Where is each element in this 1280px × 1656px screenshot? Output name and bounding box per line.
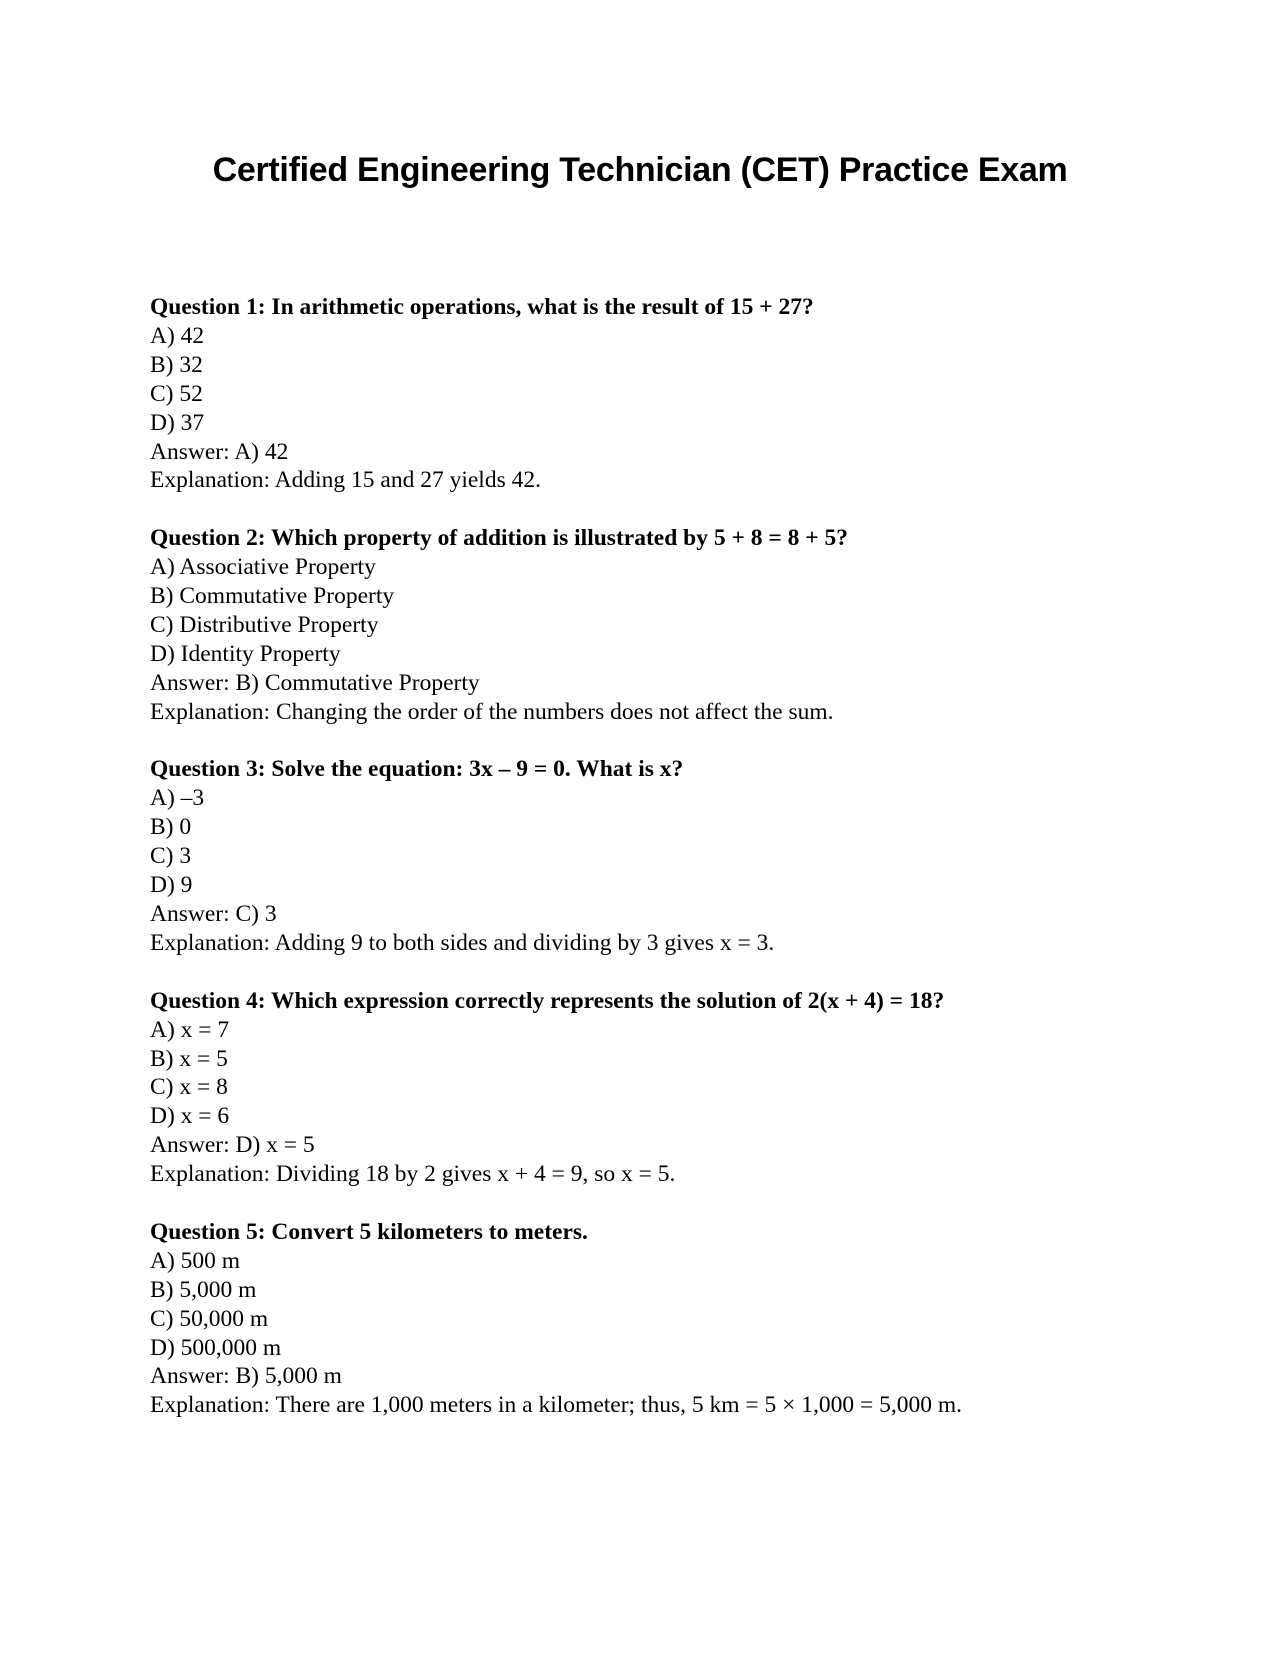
- question-1: [150, 293, 1210, 495]
- option-d: D) 37: [150, 409, 205, 436]
- explanation-line: Explanation: Adding 9 to both sides and dividing by 3 gives x = 3.: [150, 929, 775, 956]
- option-a: A) 500 m: [150, 1247, 241, 1274]
- option-d: D) 9: [150, 872, 193, 899]
- option-a: A) x = 7: [150, 1016, 230, 1043]
- option-d: D) 500,000 m: [150, 1334, 282, 1361]
- question-text: Question 3: Solve the equation: 3x – 9 = 0. What is x?: [150, 756, 684, 783]
- answer-line: Answer: C) 3: [150, 901, 277, 927]
- question-5: [150, 1218, 1210, 1420]
- explanation-line: Explanation: There are 1,000 meters in a kilometer; thus, 5 km = 5 × 1,000 = 5,000 m.: [150, 1392, 963, 1419]
- option-b: B) 32: [150, 351, 203, 378]
- question-list: [150, 293, 1210, 1449]
- question-4: [150, 987, 1210, 1189]
- option-c: C) 50,000 m: [150, 1305, 269, 1332]
- option-a: A) –3: [150, 785, 205, 812]
- question-2: [150, 524, 1210, 726]
- page-title: Certified Engineering Technician (CET) Practice Exam: [212, 151, 1068, 189]
- explanation-line: Explanation: Changing the order of the numbers does not affect the sum.: [150, 698, 834, 725]
- explanation-line: Explanation: Adding 15 and 27 yields 42.: [150, 467, 541, 494]
- option-a: A) Associative Property: [150, 554, 376, 581]
- option-c: C) 52: [150, 380, 203, 407]
- option-b: B) Commutative Property: [150, 583, 395, 610]
- answer-line: Answer: A) 42: [150, 438, 289, 465]
- question-text: Question 1: In arithmetic operations, what is the result of 15 + 27?: [150, 294, 814, 320]
- option-a: A) 42: [150, 322, 205, 349]
- option-d: D) Identity Property: [150, 640, 341, 667]
- answer-line: Answer: B) 5,000 m: [150, 1363, 342, 1390]
- option-b: B) 5,000 m: [150, 1276, 257, 1303]
- answer-line: Answer: B) Commutative Property: [150, 669, 480, 696]
- explanation-line: Explanation: Dividing 18 by 2 gives x + 4 = 9, so x = 5.: [150, 1161, 676, 1188]
- option-b: B) 0: [150, 814, 192, 841]
- question-text: Question 2: Which property of addition is illustrated by 5 + 8 = 8 + 5?: [150, 525, 849, 552]
- option-c: C) x = 8: [150, 1074, 228, 1101]
- option-d: D) x = 6: [150, 1103, 230, 1130]
- option-b: B) x = 5: [150, 1045, 228, 1072]
- option-c: C) Distributive Property: [150, 611, 379, 638]
- question-3: [150, 755, 1210, 957]
- question-text: Question 5: Convert 5 kilometers to meters.: [150, 1218, 588, 1245]
- question-text: Question 4: Which expression correctly represents the solution of 2(x + 4) = 18?: [150, 987, 945, 1014]
- option-c: C) 3: [150, 843, 192, 870]
- answer-line: Answer: D) x = 5: [150, 1132, 315, 1159]
